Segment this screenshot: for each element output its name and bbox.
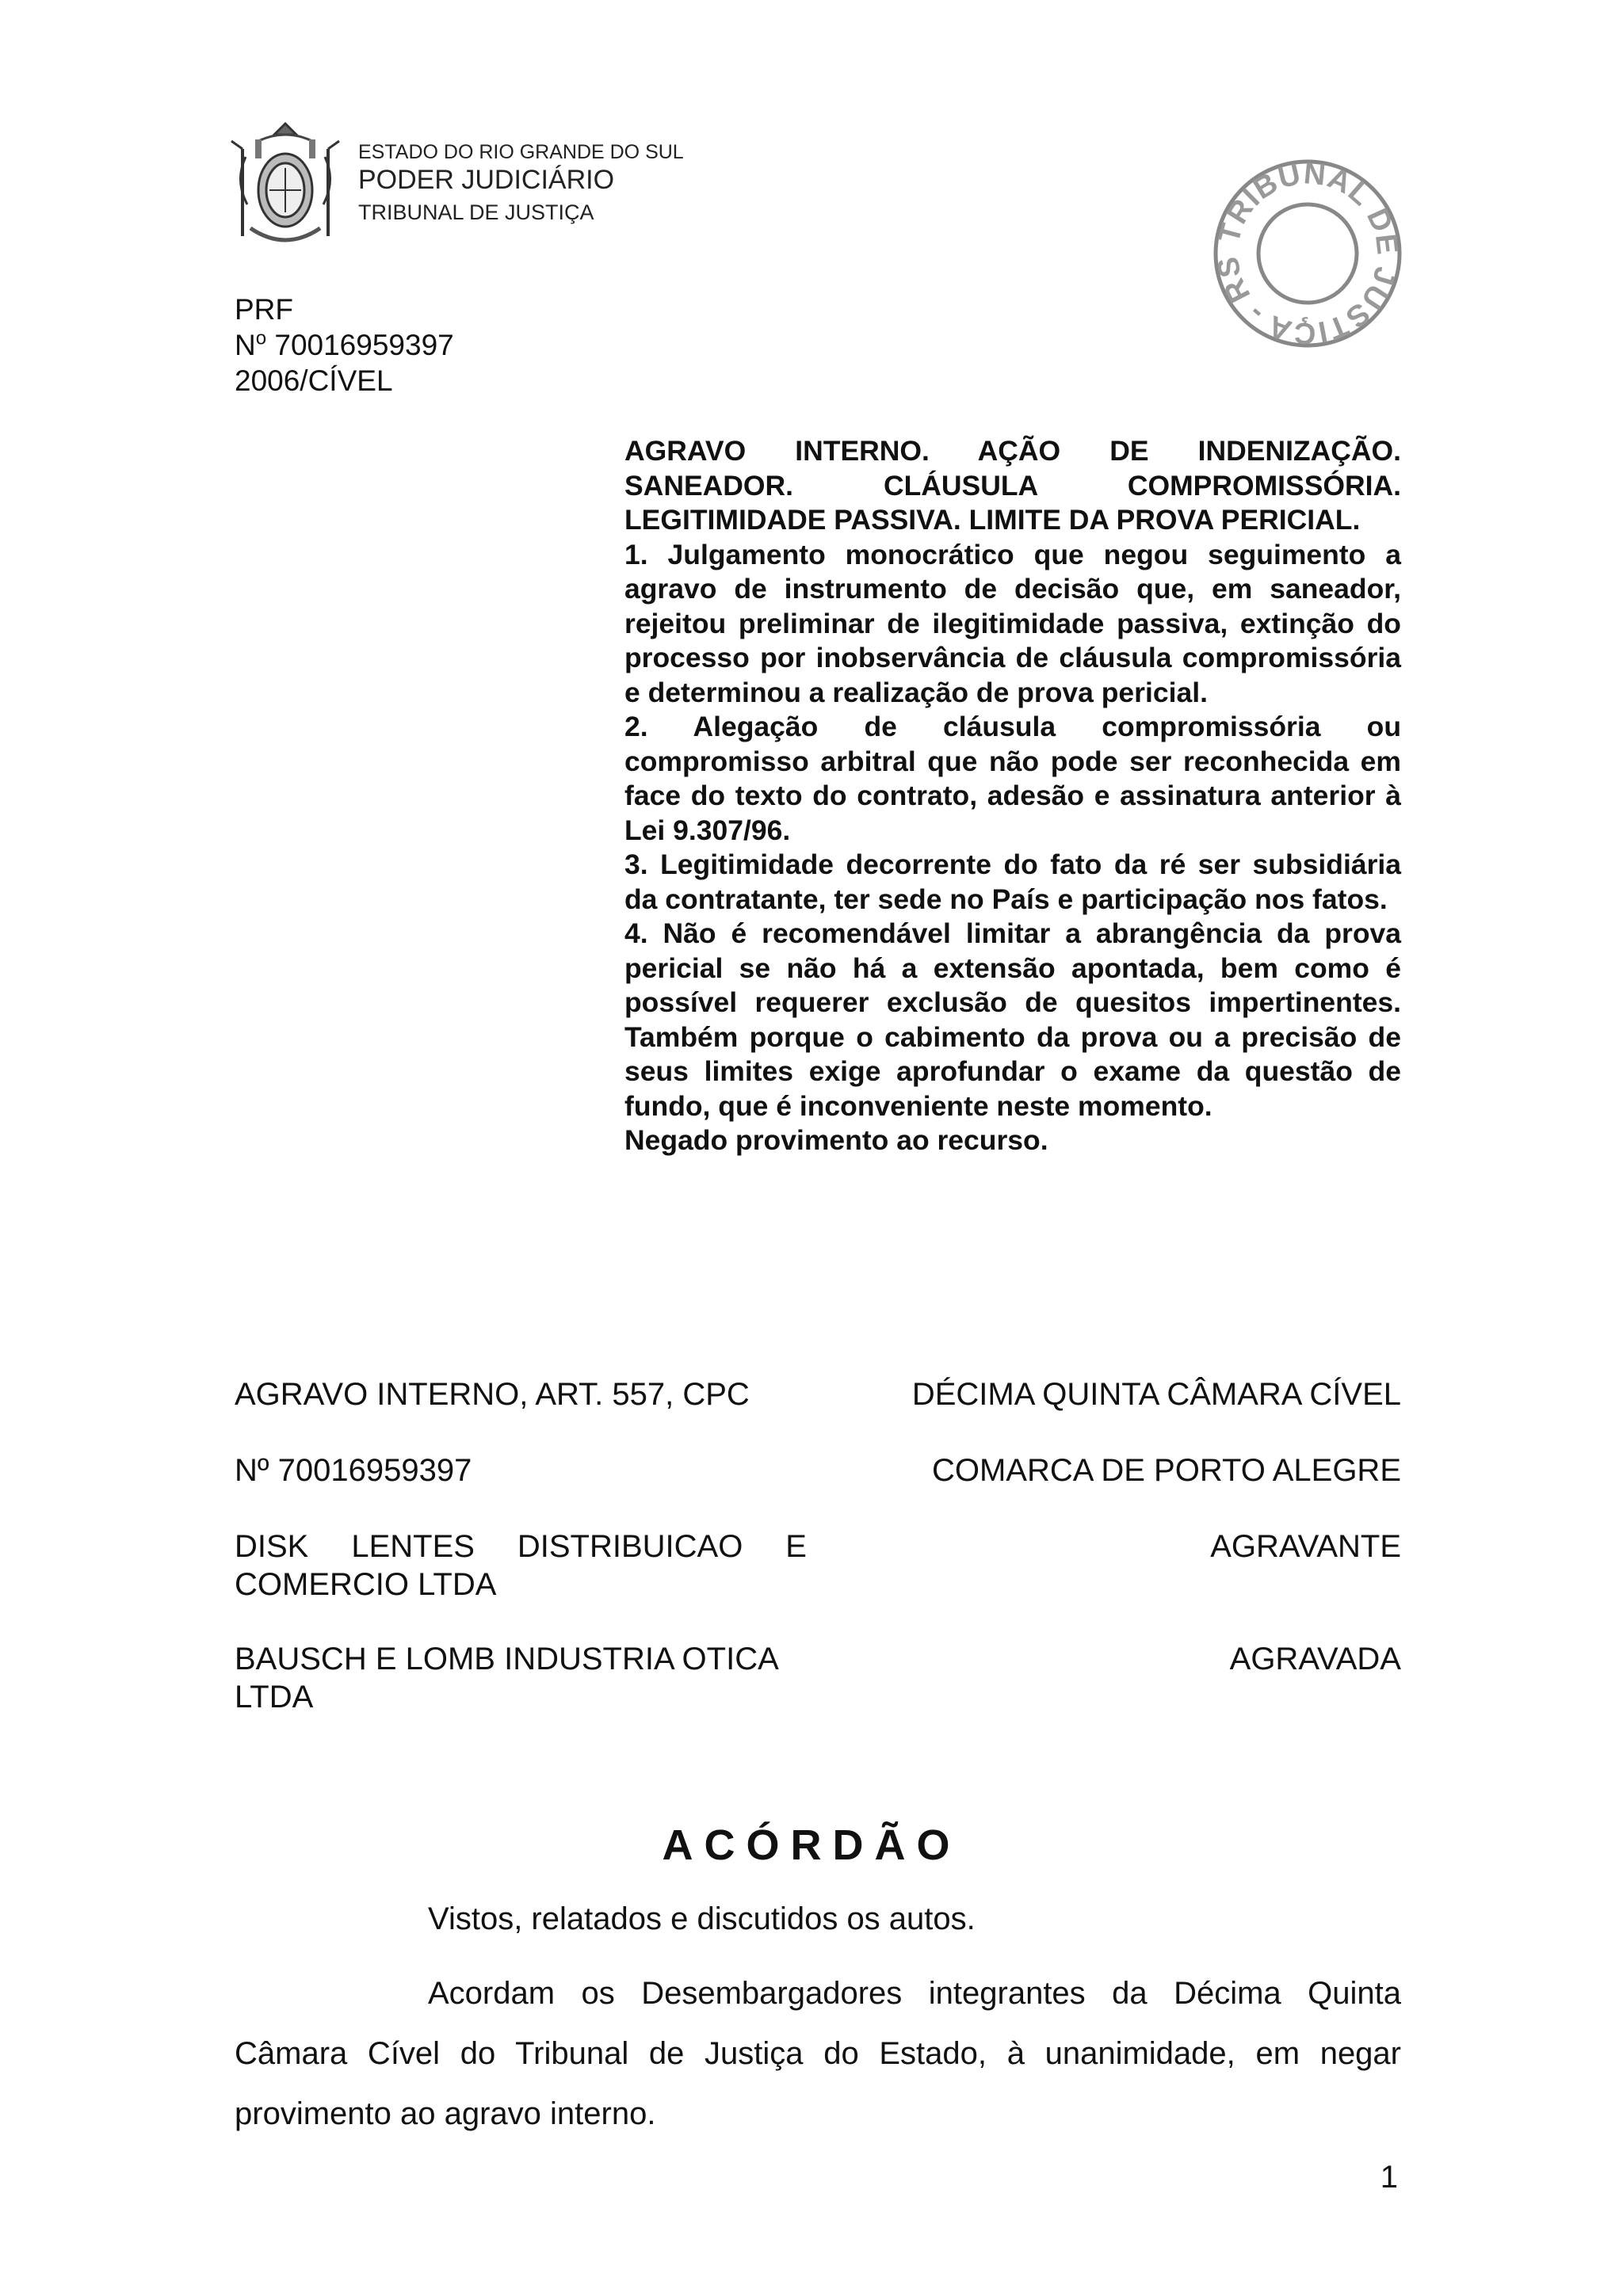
coat-of-arms-icon <box>227 117 344 254</box>
svg-text:TRIBUNAL DE JUSTIÇA - RS - <box>1212 158 1403 349</box>
appeal-type: AGRAVO INTERNO, ART. 557, CPC <box>235 1377 750 1412</box>
comarca: COMARCA DE PORTO ALEGRE <box>931 1453 1401 1488</box>
case-year: 2006/CÍVEL <box>235 364 393 397</box>
acordao-title: ACÓRDÃO <box>662 1821 961 1869</box>
ementa-item-3: 3. Legitimidade decorrente do fato da ré ser subsidiária da contratante, ter sede no País e participação nos fatos. <box>624 849 1401 915</box>
header-power: PODER JUDICIÁRIO <box>358 165 615 195</box>
case-initials: PRF <box>235 293 293 326</box>
case-number-sup: o <box>255 327 267 349</box>
appellant-role: AGRAVANTE <box>1210 1529 1401 1564</box>
header-state: ESTADO DO RIO GRANDE DO SUL <box>358 141 684 163</box>
appellee-role: AGRAVADA <box>1229 1642 1401 1676</box>
ementa-item-4: 4. Não é recomendável limitar a abrangência da prova pericial se não há a extensão apontada, bem como é possível requerer exclusão de quesitos impertinentes. Também porque o cabimento da prova ou a precisão de seus limites exige aprofundar o exame da questão de fundo, que é inconveniente neste momento. <box>624 917 1401 1122</box>
seal-text: TRIBUNAL DE JUSTIÇA - RS <box>1212 158 1403 349</box>
ementa-heading: AGRAVO INTERNO. AÇÃO DE INDENIZAÇÃO. SANEADOR. CLÁUSULA COMPROMISSÓRIA. LEGITIMIDADE PASSIVA. LIMITE DA PROVA PERICIAL. <box>624 435 1401 536</box>
appellant-name <box>235 1527 807 1604</box>
ementa-item-2: 2. Alegação de cláusula compromissória ou compromisso arbitral que não pode ser reconhecida em face do texto do contrato, adesão e assinatura anterior à Lei 9.307/96. <box>624 711 1401 846</box>
case-number-header <box>235 329 454 362</box>
chamber: DÉCIMA QUINTA CÂMARA CÍVEL <box>911 1377 1401 1412</box>
appellee-name-line1: BAUSCH E LOMB INDUSTRIA OTICA <box>235 1642 779 1676</box>
appellant-name-line1: DISK LENTES DISTRIBUICAO E <box>235 1529 807 1564</box>
appellant-name-line2: COMERCIO LTDA <box>235 1567 497 1602</box>
ementa-conclusion: Negado provimento ao recurso. <box>624 1124 1048 1156</box>
ementa <box>624 434 1401 1158</box>
header-court: TRIBUNAL DE JUSTIÇA <box>358 200 594 224</box>
acordao-paragraph-2: Acordam os Desembargadores integrantes da Décima Quinta Câmara Cível do Tribunal de Justiça do Estado, à unanimidade, em negar provimento ao agravo interno. <box>235 1976 1401 2131</box>
acordao-paragraph-1: Vistos, relatados e discutidos os autos. <box>428 1901 976 1936</box>
appellee-name <box>235 1640 807 1716</box>
ementa-item-1: 1. Julgamento monocrático que negou seguimento a agravo de instrumento de decisão que, em saneador, rejeitou preliminar de ilegitimidade passiva, extinção do processo por inobservância de cláusula compromissória e determinou a realização de prova pericial. <box>624 538 1401 708</box>
case-number-prefix: N <box>235 329 256 361</box>
case-number-value: 70016959397 <box>266 329 454 361</box>
tribunal-seal-icon <box>1212 158 1403 349</box>
case-number: Nº 70016959397 <box>235 1453 472 1488</box>
appellee-name-line2: LTDA <box>235 1680 314 1714</box>
page-number: 1 <box>1380 2160 1398 2195</box>
